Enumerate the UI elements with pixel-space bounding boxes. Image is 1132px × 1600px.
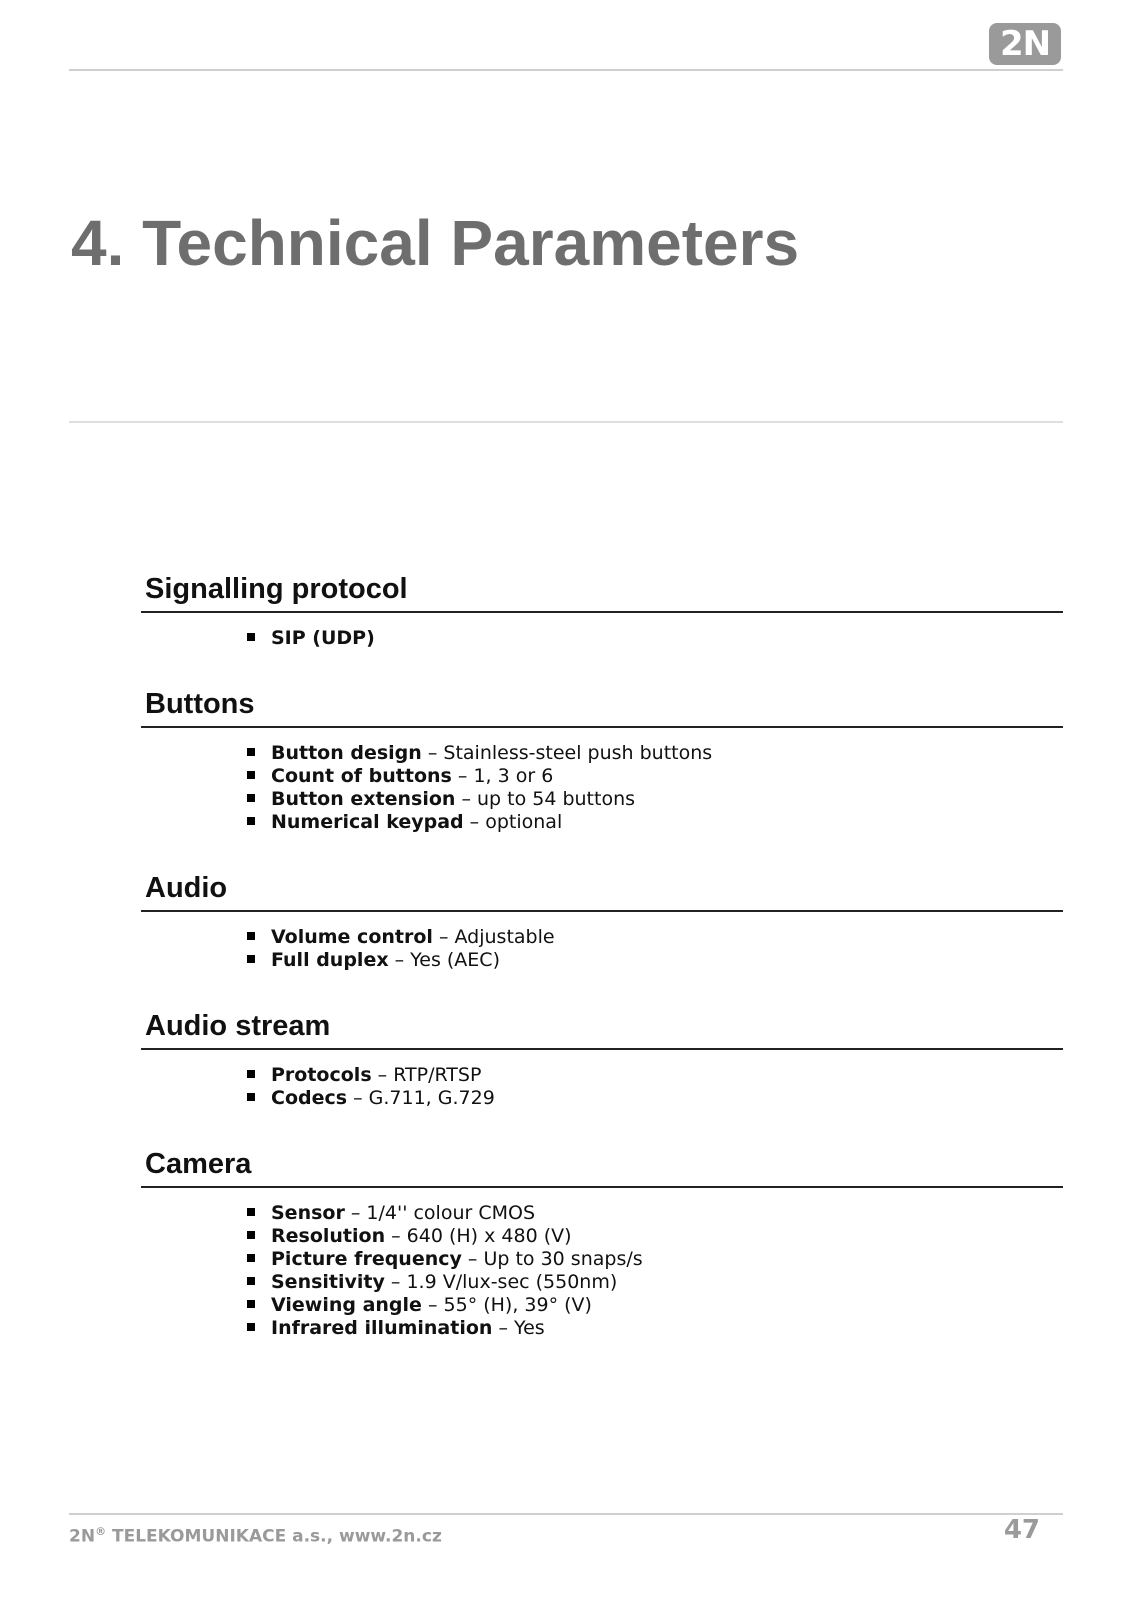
spec-term: SIP (UDP) bbox=[271, 627, 375, 649]
spec-term: Picture frequency bbox=[271, 1248, 462, 1270]
list-item bbox=[246, 1087, 1063, 1110]
list-item bbox=[246, 742, 1063, 765]
footer-brand: 2N bbox=[69, 1526, 96, 1547]
title-divider bbox=[69, 421, 1063, 423]
spec-list bbox=[141, 627, 1063, 650]
spec-term: Viewing angle bbox=[271, 1294, 422, 1316]
spec-term: Count of buttons bbox=[271, 765, 452, 787]
section-heading: Audio bbox=[141, 870, 1063, 912]
square-bullet-icon bbox=[247, 771, 255, 779]
square-bullet-icon bbox=[247, 794, 255, 802]
spec-list bbox=[141, 742, 1063, 834]
section-buttons bbox=[141, 686, 1063, 834]
header-divider bbox=[69, 69, 1063, 71]
spec-term: Full duplex bbox=[271, 949, 389, 971]
list-item bbox=[246, 1271, 1063, 1294]
section-heading: Audio stream bbox=[141, 1008, 1063, 1050]
spec-list bbox=[141, 926, 1063, 972]
square-bullet-icon bbox=[247, 1254, 255, 1262]
list-item bbox=[246, 627, 1063, 650]
spec-value: – 640 (H) x 480 (V) bbox=[385, 1225, 572, 1247]
square-bullet-icon bbox=[247, 1300, 255, 1308]
spec-value: – RTP/RTSP bbox=[371, 1064, 482, 1086]
list-item bbox=[246, 811, 1063, 834]
registered-mark: ® bbox=[95, 1525, 107, 1538]
spec-term: Sensitivity bbox=[271, 1271, 385, 1293]
footer-company bbox=[69, 1525, 442, 1547]
section-audio-stream bbox=[141, 1008, 1063, 1110]
square-bullet-icon bbox=[247, 748, 255, 756]
section-signalling-protocol bbox=[141, 571, 1063, 650]
spec-value: – 1, 3 or 6 bbox=[451, 765, 554, 787]
square-bullet-icon bbox=[247, 1093, 255, 1101]
list-item bbox=[246, 1317, 1063, 1340]
page-number: 47 bbox=[1003, 1515, 1040, 1545]
section-camera bbox=[141, 1146, 1063, 1340]
section-audio bbox=[141, 870, 1063, 972]
spec-value: – up to 54 buttons bbox=[455, 788, 636, 810]
list-item bbox=[246, 765, 1063, 788]
square-bullet-icon bbox=[247, 1208, 255, 1216]
spec-value: – 1/4'' colour CMOS bbox=[344, 1202, 536, 1224]
spec-term: Volume control bbox=[271, 926, 433, 948]
spec-value: – Adjustable bbox=[432, 926, 555, 948]
square-bullet-icon bbox=[247, 932, 255, 940]
footer-company-text: TELEKOMUNIKACE a.s., www.2n.cz bbox=[106, 1526, 442, 1547]
spec-value: – Yes (AEC) bbox=[388, 949, 500, 971]
list-item bbox=[246, 788, 1063, 811]
spec-value: – Up to 30 snaps/s bbox=[461, 1248, 643, 1270]
square-bullet-icon bbox=[247, 1277, 255, 1285]
square-bullet-icon bbox=[247, 817, 255, 825]
spec-term: Numerical keypad bbox=[271, 811, 464, 833]
list-item bbox=[246, 1225, 1063, 1248]
section-heading: Signalling protocol bbox=[141, 571, 1063, 613]
spec-term: Resolution bbox=[271, 1225, 386, 1247]
spec-value: – 1.9 V/lux-sec (550nm) bbox=[384, 1271, 618, 1293]
spec-value: – optional bbox=[463, 811, 563, 833]
spec-term: Infrared illumination bbox=[271, 1317, 493, 1339]
list-item bbox=[246, 1248, 1063, 1271]
spec-value: – Yes bbox=[492, 1317, 545, 1339]
spec-term: Button design bbox=[271, 742, 422, 764]
spec-term: Sensor bbox=[271, 1202, 345, 1224]
list-item bbox=[246, 1064, 1063, 1087]
section-heading: Camera bbox=[141, 1146, 1063, 1188]
square-bullet-icon bbox=[247, 633, 255, 641]
square-bullet-icon bbox=[247, 1070, 255, 1078]
list-item bbox=[246, 949, 1063, 972]
square-bullet-icon bbox=[247, 1231, 255, 1239]
spec-list bbox=[141, 1202, 1063, 1340]
spec-term: Codecs bbox=[271, 1087, 348, 1109]
chapter-title: 4. Technical Parameters bbox=[71, 207, 800, 279]
spec-value: – Stainless-steel push buttons bbox=[421, 742, 713, 764]
spec-list bbox=[141, 1064, 1063, 1110]
section-heading: Buttons bbox=[141, 686, 1063, 728]
spec-value: – 55° (H), 39° (V) bbox=[421, 1294, 592, 1316]
list-item bbox=[246, 1202, 1063, 1225]
2n-logo: 2N bbox=[989, 23, 1061, 65]
square-bullet-icon bbox=[247, 1323, 255, 1331]
spec-term: Button extension bbox=[271, 788, 456, 810]
square-bullet-icon bbox=[247, 955, 255, 963]
list-item bbox=[246, 926, 1063, 949]
footer-divider bbox=[69, 1513, 1063, 1515]
list-item bbox=[246, 1294, 1063, 1317]
spec-term: Protocols bbox=[271, 1064, 372, 1086]
spec-value: – G.711, G.729 bbox=[347, 1087, 495, 1109]
